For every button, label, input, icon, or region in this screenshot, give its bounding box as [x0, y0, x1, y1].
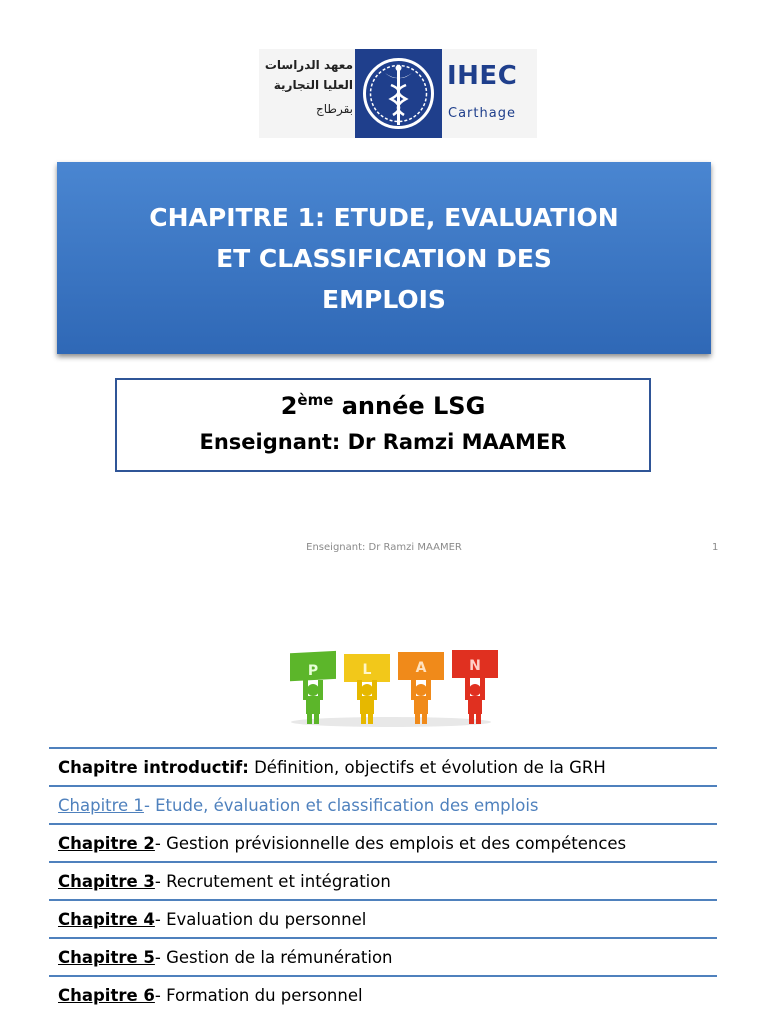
year-number: 2 — [280, 392, 298, 420]
chapter-title-line2: ET CLASSIFICATION DES — [216, 243, 552, 273]
plan-letter-l: L — [362, 662, 372, 678]
logo-city: Carthage — [448, 106, 516, 121]
chapter-title-line3: EMPLOIS — [322, 284, 446, 314]
chapter-item-1[interactable] — [49, 785, 717, 823]
chapter-list — [49, 747, 717, 1013]
chapter-item-6 — [49, 975, 717, 1013]
caduceus-emblem-icon — [355, 49, 442, 138]
page-number: 1 — [712, 542, 719, 553]
year-superscript: ème — [297, 391, 334, 409]
chapter-prefix: Chapitre 3 — [58, 872, 155, 891]
chapter-prefix: Chapitre 1 — [58, 796, 144, 815]
logo-arabic-text — [259, 55, 353, 119]
plan-letter-p: P — [307, 663, 319, 679]
course-info-box — [115, 378, 651, 472]
course-year — [117, 389, 649, 423]
chapter-item-intro — [49, 747, 717, 785]
chapter-text: - Recrutement et intégration — [154, 872, 391, 891]
plan-letter-n: N — [469, 658, 481, 674]
chapter-text: - Gestion prévisionnelle des emplois et des compétences — [154, 834, 627, 853]
chapter-item-3 — [49, 861, 717, 899]
chapter-prefix: Chapitre introductif: — [58, 758, 249, 777]
chapter-prefix: Chapitre 5 — [58, 948, 155, 967]
chapter-title-line1: CHAPITRE 1: ETUDE, EVALUATION — [149, 202, 619, 232]
plan-letter-a: A — [415, 660, 427, 676]
chapter-item-2 — [49, 823, 717, 861]
chapter-text: - Formation du personnel — [154, 986, 363, 1005]
logo-name: IHEC — [447, 61, 518, 91]
chapter-text: - Etude, évaluation et classification des emplois — [143, 796, 539, 815]
logo-arabic-line1: معهد الدراسات — [264, 58, 353, 72]
teacher-name: Enseignant: Dr Ramzi MAAMER — [199, 430, 567, 454]
slide-footer: Enseignant: Dr Ramzi MAAMER — [306, 542, 462, 553]
chapter-item-4 — [49, 899, 717, 937]
chapter-prefix: Chapitre 4 — [58, 910, 155, 929]
chapter-title — [149, 197, 618, 320]
chapter-prefix: Chapitre 2 — [58, 834, 155, 853]
ihec-logo — [259, 49, 537, 138]
chapter-title-box — [57, 162, 711, 354]
chapter-prefix: Chapitre 6 — [58, 986, 155, 1005]
plan-people-icon — [276, 640, 506, 730]
logo-arabic-line3: بقرطاج — [316, 102, 353, 116]
chapter-item-5 — [49, 937, 717, 975]
chapter-text: - Gestion de la rémunération — [154, 948, 393, 967]
logo-arabic-line2: العليا التجارية — [273, 78, 353, 92]
chapter-text: Définition, objectifs et évolution de la GRH — [248, 758, 606, 777]
chapter-text: - Evaluation du personnel — [154, 910, 367, 929]
year-rest: année LSG — [333, 392, 486, 420]
